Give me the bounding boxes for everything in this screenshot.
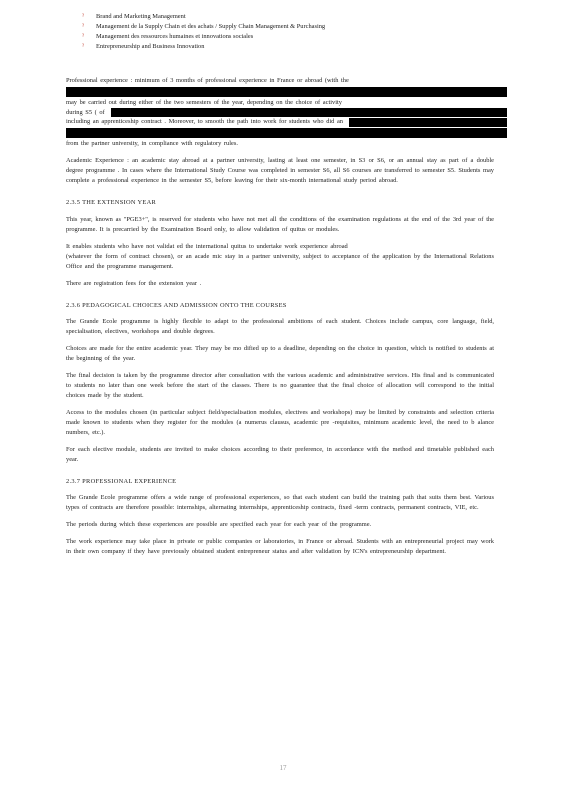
paragraph: Choices are made for the entire academic year. They may be mo dified up to a deadline, depending on the choice in question, which is notified to students at the beginning of the year. [66, 345, 494, 363]
paragraph: This year, known as "PGE3+", is reserved for students who have not met all the conditions of the examination regulations at the end of the 3rd year of the programme. It is precarried by the Examination Board only, to allow validation of quitus or modules. [66, 215, 494, 233]
paragraph: Access to the modules chosen (in particular subject field/specialisation modules, electives and workshops) may be limited by constraints and selection criteria made known to students when they register for the modules (a numerus clausus, academic pre -requisites, minimum academic level, the need to b alance numbers, etc.). [66, 408, 494, 436]
document-page [66, 12, 494, 564]
page-number: 17 [279, 764, 287, 772]
paragraph: The periods during which these experiences are possible are specified each year for each year of the programme. [66, 521, 372, 529]
list-item: ? Brand and Marketing Management [82, 13, 186, 20]
redaction-bar [66, 87, 507, 97]
paragraph: The Grande Ecole programme is highly flexible to adapt to the professional ambitions of each student. Choices include campus, core language, field, specialisation, electives, workshops and double degrees. [66, 318, 494, 336]
bullet-list [82, 12, 494, 52]
list-item: ? Management de la Supply Chain et des achats / Supply Chain Management & Purchasing [82, 22, 326, 30]
paragraph: There are registration fees for the extension year . [66, 279, 202, 287]
section-heading: 2.3.6 PEDAGOGICAL CHOICES AND ADMISSION ONTO THE COURSES [66, 301, 287, 309]
paragraph: The Grande Ecole programme offers a wide range of professional experiences, so that each student can build the training path that suits them best. Various types of contracts are therefore possible: internships, alternating internships, apprenticeship contracts, fixed -term contracts, permanent contracts, VIE, etc. [66, 494, 494, 512]
bullet-icon: ? [82, 33, 85, 39]
paragraph: It enables students who have not validat ed the international quitus to undertake work experience abroad (whatever the form of contract chosen), or an acade mic stay in a partner university, subject to acceptance of the application by the International Relations Office and the programme management. [66, 242, 494, 270]
redaction-bar [111, 108, 507, 117]
bullet-icon: ? [82, 23, 85, 29]
list-item: ? Entrepreneurship and Business Innovation [82, 42, 205, 50]
redaction-bar [349, 118, 507, 127]
academic-experience-paragraph: Academic Experience : an academic stay abroad at a partner university, lasting at least one semester, in S3 or S6, or an annual stay as part of a double degree programme . In cases where the International Study Course was completed in semester S6, all S6 courses are transferred to semester S5. Students may complete a professional experience in the semester S5, before leaving for their six-month international study period abroad. [66, 157, 494, 185]
bullet-icon: ? [82, 43, 85, 49]
section-heading: 2.3.7 PROFESSIONAL EXPERIENCE [66, 477, 177, 485]
redaction-bar [66, 128, 507, 138]
bullet-icon: ? [82, 14, 85, 19]
paragraph: The final decision is taken by the programme director after consultation with the various academic and administrative services. His final and is communicated to students no later than one week before the start of the classes. There is no guarantee that the final choice of allocation will correspond to the initial choices made by the student. [66, 372, 494, 399]
list-item: ? Management des ressources humaines et innovations sociales [82, 32, 254, 40]
paragraph: For each elective module, students are invited to make choices according to their preference, in accordance with the method and timetable published each year. [66, 445, 494, 463]
professional-experience-paragraph: Professional experience : minimum of 3 months of professional experience in France or abroad (with the may be carried out during either of the two semesters of the year, depending on the choice of activity during S5 ( of including an apprenticeship contract . Moreover, to smooth the path into work for students who did an from the partner university, in compliance with regulatory rules. [66, 76, 494, 150]
paragraph: The work experience may take place in private or public companies or laboratories, in France or abroad. Students with an entrepreneurial project may work in their own company if they have previously obtained student entrepreneur status and after validation by ICN's entrepreneurship department. [66, 538, 494, 556]
section-heading: 2.3.5 THE EXTENSION YEAR [66, 199, 157, 207]
